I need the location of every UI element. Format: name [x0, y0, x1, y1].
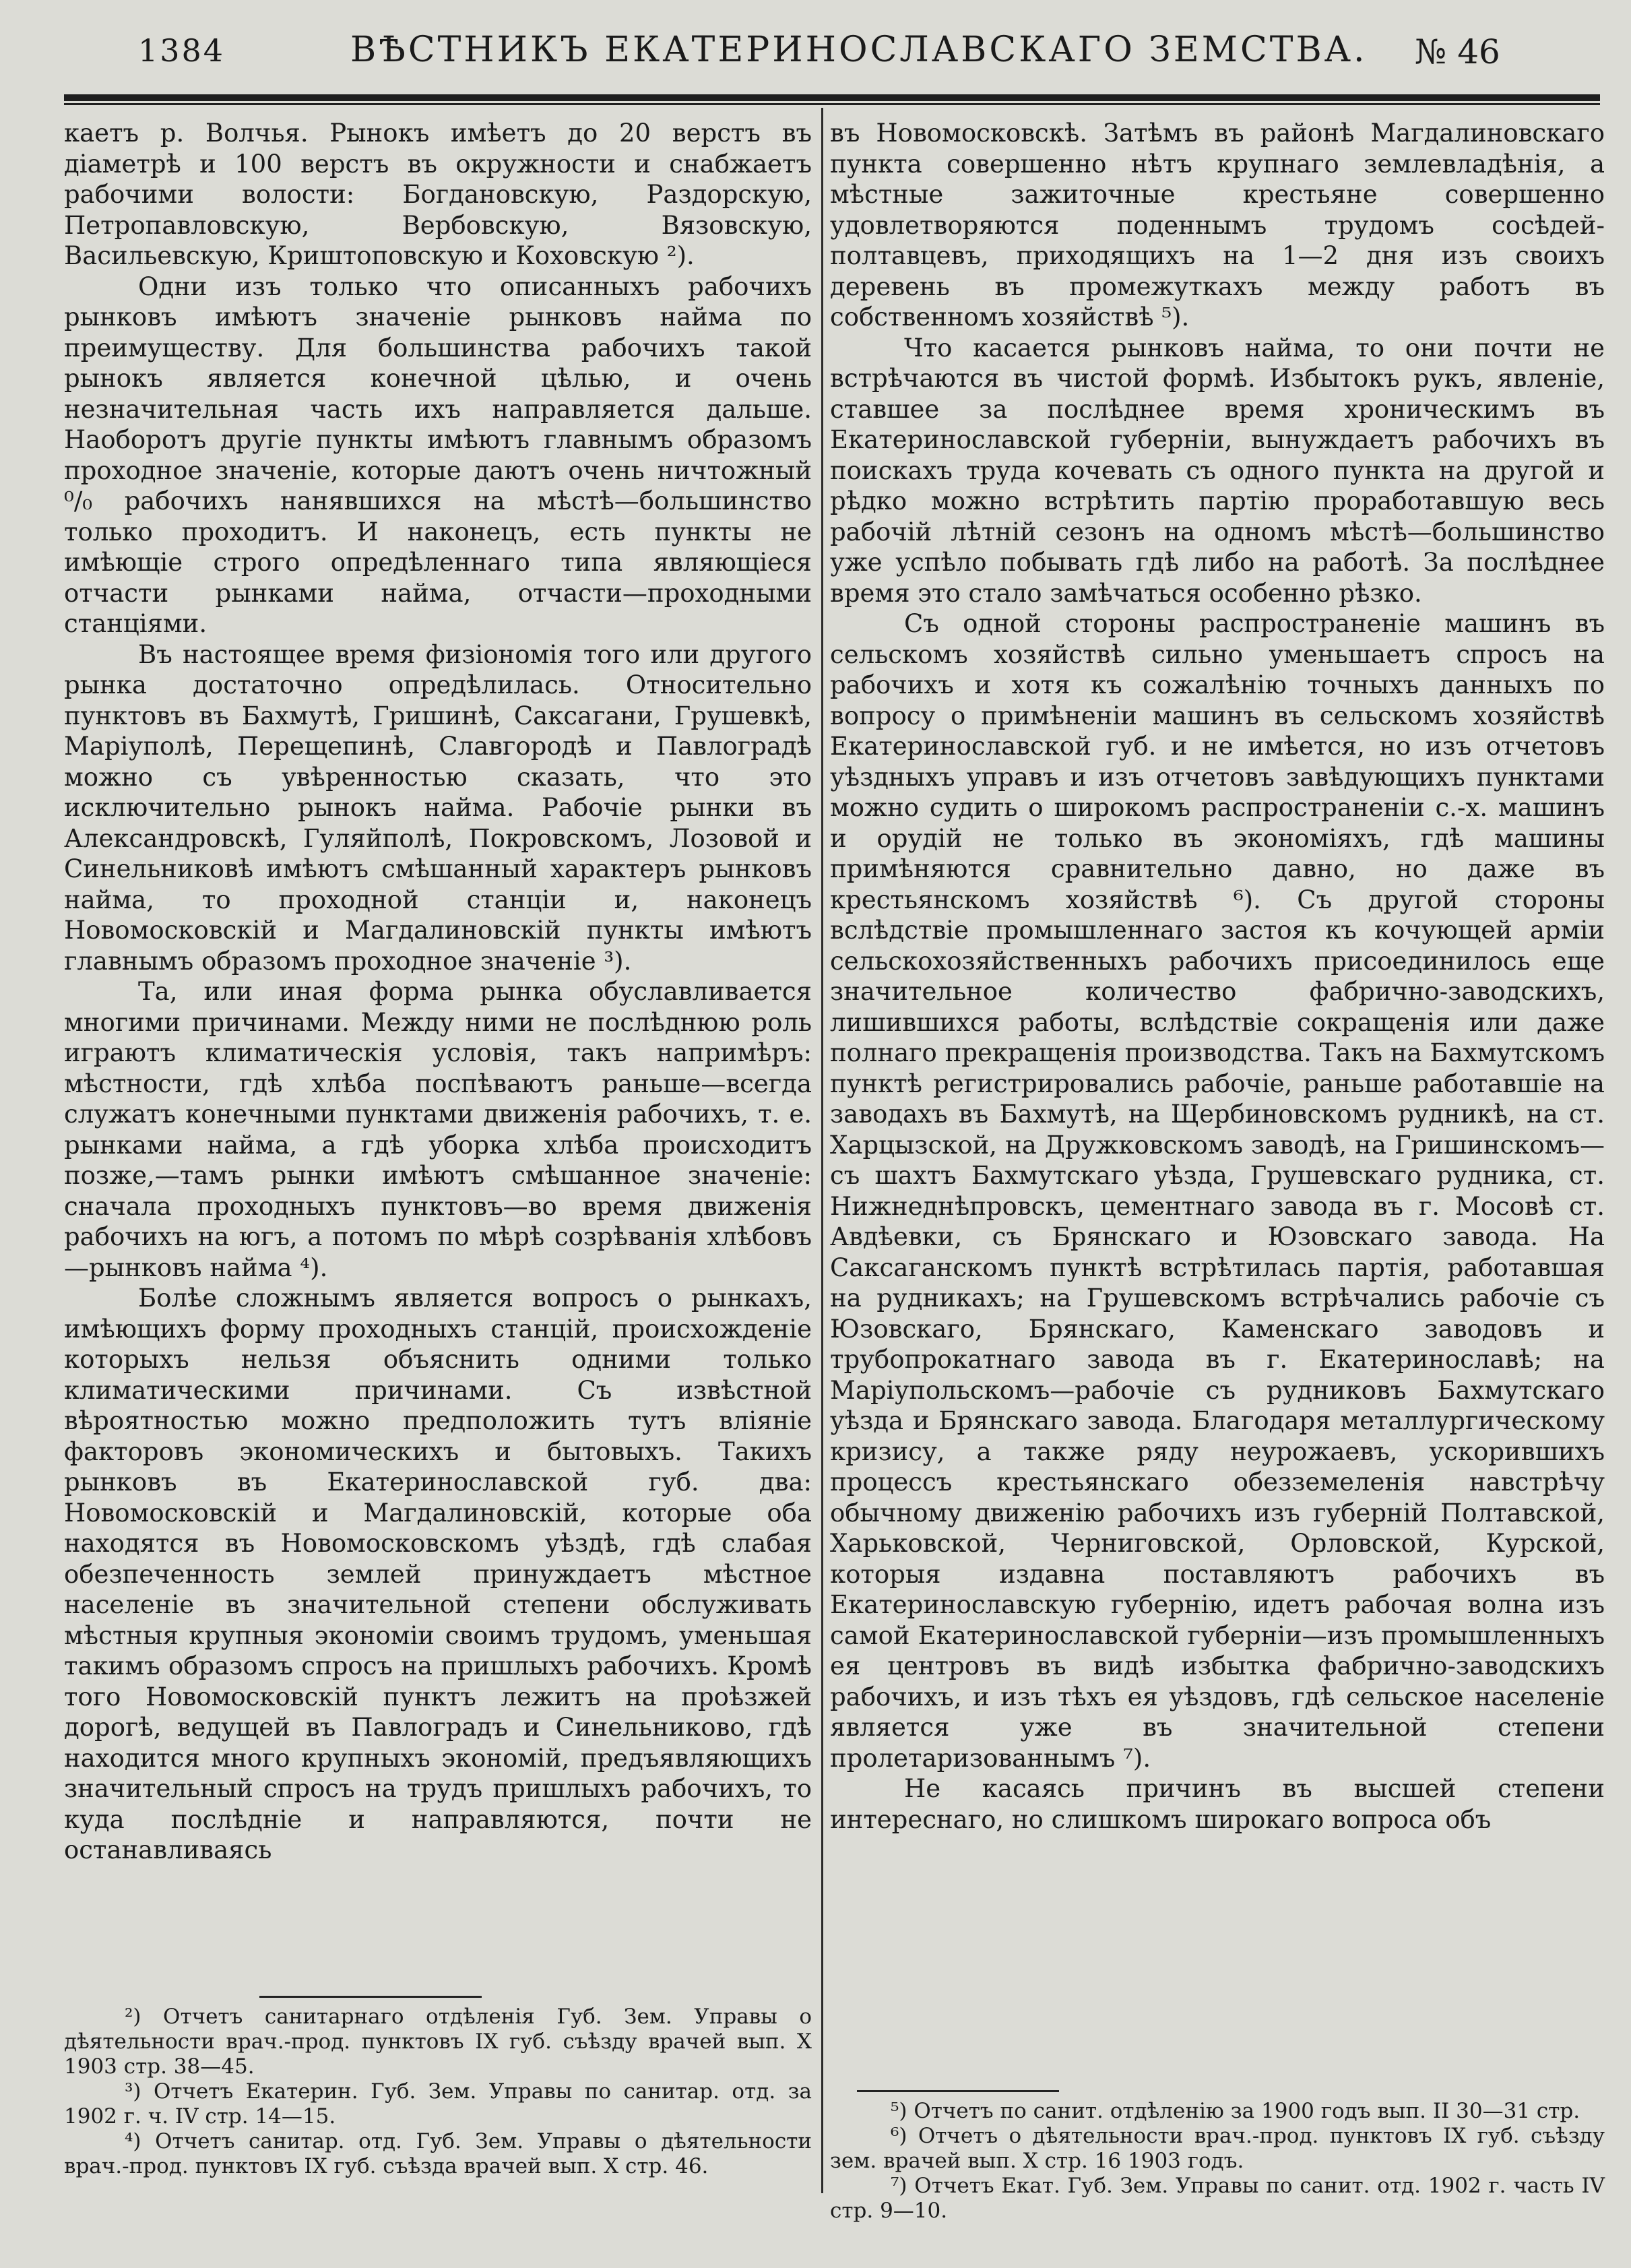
left-column	[64, 118, 812, 1866]
right-paragraph-3: Съ одной стороны распространеніе машинъ въ сельскомъ хозяйствѣ сильно уменьшаетъ спросъ на рабочихъ и хотя къ сожалѣнію точныхъ данныхъ по вопросу о примѣненіи машинъ въ сельскомъ хозяйствѣ Екатеринославской губ. и не имѣется, но изъ отчетовъ уѣздныхъ управъ и изъ отчетовъ завѣдующихъ пунктами можно судить о широкомъ распространеніи с.-х. машинъ и орудій не только въ экономіяхъ, гдѣ машины примѣняются сравнительно давно, но даже въ крестьянскомъ хозяйствѣ ⁶). Съ другой стороны вслѣдствіе промышленнаго застоя къ кочующей арміи сельскохозяйственныхъ рабочихъ присоединилось еще значительное количество фабрично-заводскихъ, лишившихся работы, вслѣдствіе сокращенія или даже полнаго прекращенія производства. Такъ на Бахмутскомъ пунктѣ регистрировались рабочіе, раньше работавшіе на заводахъ въ Бахмутѣ, на Щербиновскомъ рудникѣ, на ст. Харцызской, на Дружковскомъ заводѣ, на Гришинскомъ—съ шахтъ Бахмутскаго уѣзда, Грушевскаго рудника, ст. Нижнеднѣпровскъ, цементнаго завода въ г. Мосовѣ ст. Авдѣевки, съ Брянскаго и Юзовскаго завода. На Саксаганскомъ пунктѣ встрѣтилась партія, работавшая на рудникахъ; на Грушевскомъ встрѣчались рабочіе съ Юзовскаго, Брянскаго, Каменскаго заводовъ и трубопрокатнаго завода въ г. Екатеринославѣ; на Маріупольскомъ—рабочіе съ рудниковъ Бахмутскаго уѣзда и Брянскаго завода. Благодаря металлургическому кризису, а также ряду неурожаевъ, ускорившихъ процессъ крестьянскаго обезземеленія навстрѣчу обычному движенію рабочихъ изъ губерній Полтавской, Харьковской, Черниговской, Орловской, Курской, которыя издавна поставляютъ рабочихъ въ Екатеринославскую губернію, идетъ рабочая волна изъ самой Екатеринославской губерніи—изъ промышленныхъ ея центровъ въ видѣ избытка фабрично-заводскихъ рабочихъ, и изъ тѣхъ ея уѣздовъ, гдѣ сельское населеніе является уже въ значительной степени пролетаризованнымъ ⁷).	[830, 609, 1605, 1773]
right-paragraph-2: Что касается рынковъ найма, то они почти не встрѣчаются въ чистой формѣ. Избытокъ рукъ, явленіе, ставшее за послѣднее время хроническимъ въ Екатеринославской губерніи, вынуждаетъ рабочихъ въ поискахъ труда кочевать съ одного пункта на другой и рѣдко можно встрѣтить партію проработавшую весь рабочій лѣтній сезонъ на одномъ мѣстѣ—большинство уже успѣло побывать гдѣ либо на работѣ. За послѣднее время это стало замѣчаться особенно рѣзко.	[830, 333, 1605, 608]
footnote-rule	[857, 2090, 1059, 2092]
right-column	[830, 118, 1605, 1835]
page-number: 1384	[138, 32, 226, 69]
right-footnotes	[830, 2090, 1605, 2224]
right-paragraph-4: Не касаясь причинъ въ высшей степени интереснаго, но слишкомъ широкаго вопроса объ	[830, 1774, 1605, 1834]
footnote-6: ⁶) Отчетъ о дѣятельности врач.-прод. пунктовъ IX губ. съѣзду зем. врачей вып. X стр. 16 1903 годъ.	[830, 2124, 1605, 2173]
footnote-4: ⁴) Отчетъ санитар. отд. Губ. Зем. Управы о дѣятельности врач.-прод. пунктовъ IX губ. съѣзда врачей вып. X стр. 46.	[64, 2129, 812, 2178]
left-paragraph-3: Въ настоящее время физіономія того или другого рынка достаточно опредѣлилась. Относительно пунктовъ въ Бахмутѣ, Гришинѣ, Саксагани, Грушевкѣ, Маріуполѣ, Перещепинѣ, Славгородѣ и Павлоградѣ можно съ увѣренностью сказать, что это исключительно рынокъ найма. Рабочіе рынки въ Александровскѣ, Гуляйполѣ, Покровскомъ, Лозовой и Синельниковѣ имѣютъ смѣшанный характеръ рынковъ найма, то проходной станціи и, наконецъ Новомосковскій и Магдалиновскій пункты имѣютъ главнымъ образомъ проходное значеніе ³).	[64, 639, 812, 976]
left-paragraph-4: Та, или иная форма рынка обуславливается многими причинами. Между ними не послѣднюю роль играютъ климатическія условія, такъ напримѣръ: мѣстности, гдѣ хлѣба поспѣваютъ раньше—всегда служатъ конечными пунктами движенія рабочихъ, т. е. рынками найма, а гдѣ уборка хлѣба происходитъ позже,—тамъ рынки имѣютъ смѣшанное значеніе: сначала проходныхъ пунктовъ—во время движенія рабочихъ на югъ, а потомъ по мѣрѣ созрѣванія хлѣбовъ—рынковъ найма ⁴).	[64, 977, 812, 1282]
left-paragraph-2: Одни изъ только что описанныхъ рабочихъ рынковъ имѣютъ значеніе рынковъ найма по преимуществу. Для большинства рабочихъ такой рынокъ является конечной цѣлью, и очень незначительная часть ихъ направляется дальше. Наоборотъ другіе пункты имѣютъ главнымъ образомъ проходное значеніе, которые даютъ очень ничтожный ⁰/₀ рабочихъ нанявшихся на мѣстѣ—большинство только проходитъ. И наконецъ, есть пункты не имѣющіе строго опредѣленнаго типа являющіеся отчасти рынками найма, отчасти—проходными станціями.	[64, 272, 812, 638]
left-paragraph-5: Болѣе сложнымъ является вопросъ о рынкахъ, имѣющихъ форму проходныхъ станцій, происхожденіе которыхъ нельзя объяснить одними только климатическими причинами. Съ извѣстной вѣроятностью можно предположить тутъ вліяніе факторовъ экономическихъ и бытовыхъ. Такихъ рынковъ въ Екатеринославской губ. два: Новомосковскій и Магдалиновскій, которые оба находятся въ Новомосковскомъ уѣздѣ, гдѣ слабая обезпеченность землей принуждаетъ мѣстное населеніе въ значительной степени обслуживать мѣстныя крупныя экономіи своимъ трудомъ, уменьшая такимъ образомъ спросъ на пришлыхъ рабочихъ. Кромѣ того Новомосковскій пунктъ лежитъ на проѣзжей дорогѣ, ведущей въ Павлоградъ и Синельниково, гдѣ находится много крупныхъ экономій, предъявляющихъ значительный спросъ на трудъ пришлыхъ рабочихъ, то куда послѣдніе и направляются, почти не останавливаясь	[64, 1284, 812, 1864]
page-header	[0, 20, 1631, 94]
journal-title: ВѢСТНИКЪ ЕКАТЕРИНОСЛАВСКАГО ЗЕМСТВА.	[350, 30, 1368, 70]
column-divider	[821, 108, 823, 2193]
left-footnotes	[64, 1996, 812, 2179]
footnote-5: ⁵) Отчетъ по санит. отдѣленію за 1900 годъ вып. II 30—31 стр.	[891, 2099, 1580, 2123]
header-rule-thin	[64, 103, 1600, 105]
footnote-2: ²) Отчетъ санитарнаго отдѣленія Губ. Зем. Управы о дѣятельности врач.-прод. пунктовъ IX губ. съѣзду врачей вып. X 1903 стр. 38—45.	[64, 2005, 812, 2079]
footnote-rule	[259, 1996, 482, 1998]
left-paragraph-1: каетъ р. Волчья. Рынокъ имѣетъ до 20 верстъ въ діаметрѣ и 100 верстъ въ окружности и снабжаетъ рабочими волости: Богдановскую, Раздорскую, Петропавловскую, Вербовскую, Вязовскую, Васильевскую, Криштоповскую и Коховскую ²).	[64, 119, 812, 270]
issue-number: № 46	[1415, 32, 1500, 71]
footnote-3: ³) Отчетъ Екатерин. Губ. Зем. Управы по санитар. отд. за 1902 г. ч. IV стр. 14—15.	[64, 2079, 812, 2129]
header-rule-thick	[64, 94, 1600, 101]
right-paragraph-1: въ Новомосковскѣ. Затѣмъ въ районѣ Магдалиновскаго пункта совершенно нѣтъ крупнаго землевладѣнія, а мѣстные зажиточные крестьяне совершенно удовлетворяются поденнымъ трудомъ сосѣдей-полтавцевъ, приходящихъ на 1—2 дня изъ своихъ деревень въ промежуткахъ между работъ въ собственномъ хозяйствѣ ⁵).	[830, 119, 1605, 332]
footnote-7: ⁷) Отчетъ Екат. Губ. Зем. Управы по санит. отд. 1902 г. часть IV стр. 9—10.	[830, 2174, 1605, 2223]
